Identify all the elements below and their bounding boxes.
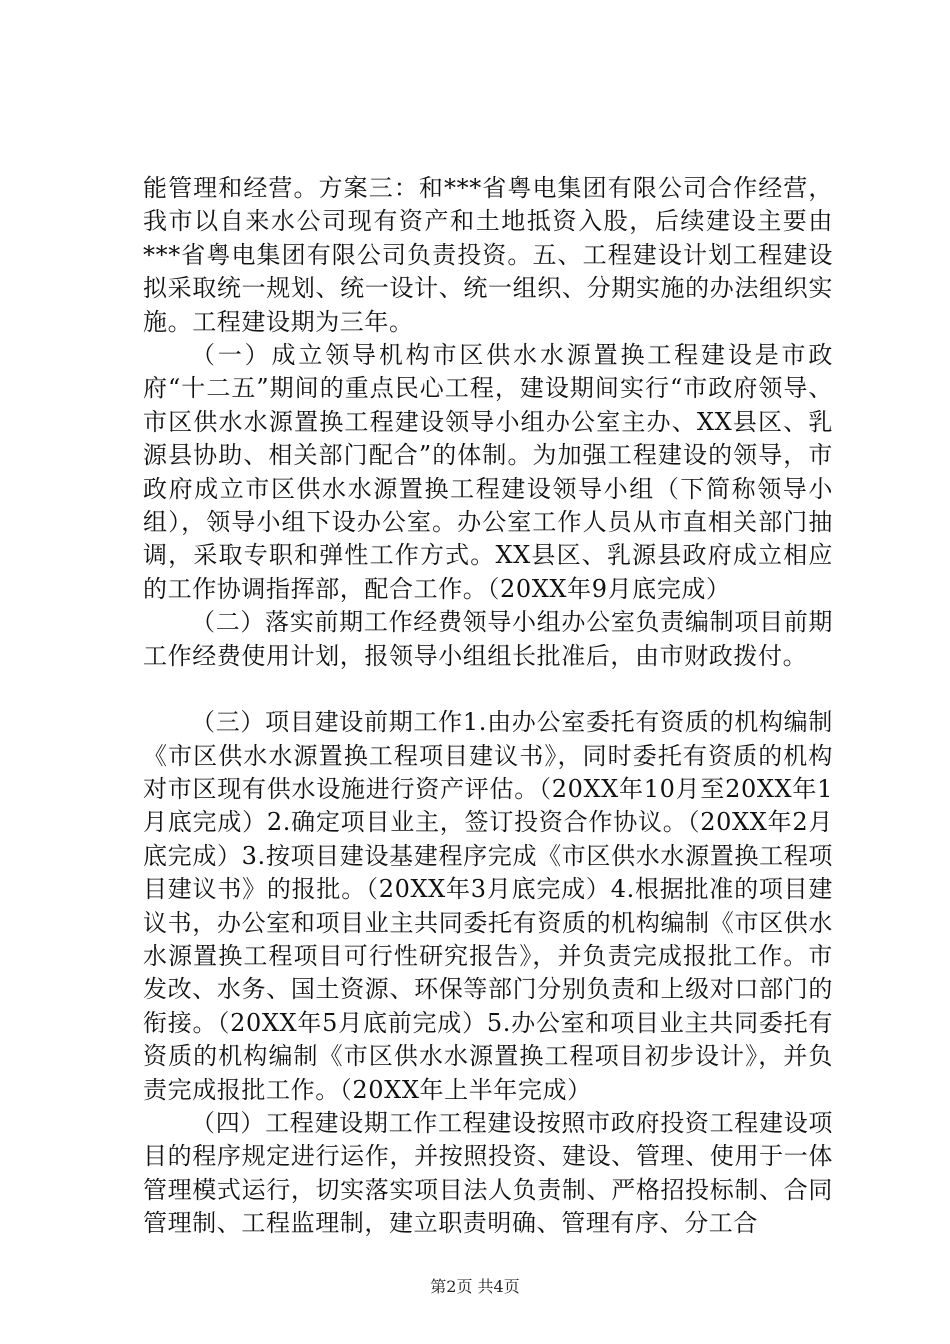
paragraph-section-1: （一）成立领导机构市区供水水源置换工程建设是市政府“十二五”期间的重点民心工程，建设期间实行“市政府领导、市区供水水源置换工程建设领导小组办公室主办、XX县区、乳源县协助、相关部门配合”的体制。为加强工程建设的领导，市政府成立市区供水水源置换工程建设领导小组（下简称领导小组），领导小组下设办公室。办公室工作人员从市直相关部门抽调，采取专职和弹性工作方式。XX县区、乳源县政府成立相应的工作协调指挥部，配合工作。（20XX年9月底完成） [143, 341, 833, 603]
page-number-footer: 第2页 共4页 [430, 1277, 520, 1296]
paragraph-section-2: （二）落实前期工作经费领导小组办公室负责编制项目前期工作经费使用计划，报领导小组组长批准后，由市财政拨付。 [143, 608, 833, 670]
paragraph-continuation: 能管理和经营。方案三：和***省粤电集团有限公司合作经营，我市以自来水公司现有资产和土地抵资入股，后续建设主要由***省粤电集团有限公司负责投资。五、工程建设计划工程建设拟采取统一规划、统一设计、统一组织、分期实施的办法组织实施。工程建设期为三年。 [143, 174, 833, 336]
paragraph-section-3: （三）项目建设前期工作1.由办公室委托有资质的机构编制《市区供水水源置换工程项目建议书》，同时委托有资质的机构对市区现有供水设施进行资产评估。（20XX年10月至20XX年1月底完成）2.确定项目业主，签订投资合作协议。（20XX年2月底完成）3.按项目建设基建程序完成《市区供水水源置换工程项目建议书》的报批。（20XX年3月底完成）4.根据批准的项目建议书，办公室和项目业主共同委托有资质的机构编制《市区供水水源置换工程项目可行性研究报告》，并负责完成报批工作。市发改、水务、国土资源、环保等部门分别负责和上级对口部门的衔接。（20XX年5月底前完成）5.办公室和项目业主共同委托有资质的机构编制《市区供水水源置换工程项目初步设计》，并负责完成报批工作。（20XX年上半年完成） [143, 708, 833, 1104]
paragraph-section-4: （四）工程建设期工作工程建设按照市政府投资工程建设项目的程序规定进行运作，并按照投资、建设、管理、使用于一体管理模式运行，切实落实项目法人负责制、严格招投标制、合同管理制、工程监理制，建立职责明确、管理有序、分工合 [143, 1108, 833, 1238]
document-body [143, 172, 833, 1241]
